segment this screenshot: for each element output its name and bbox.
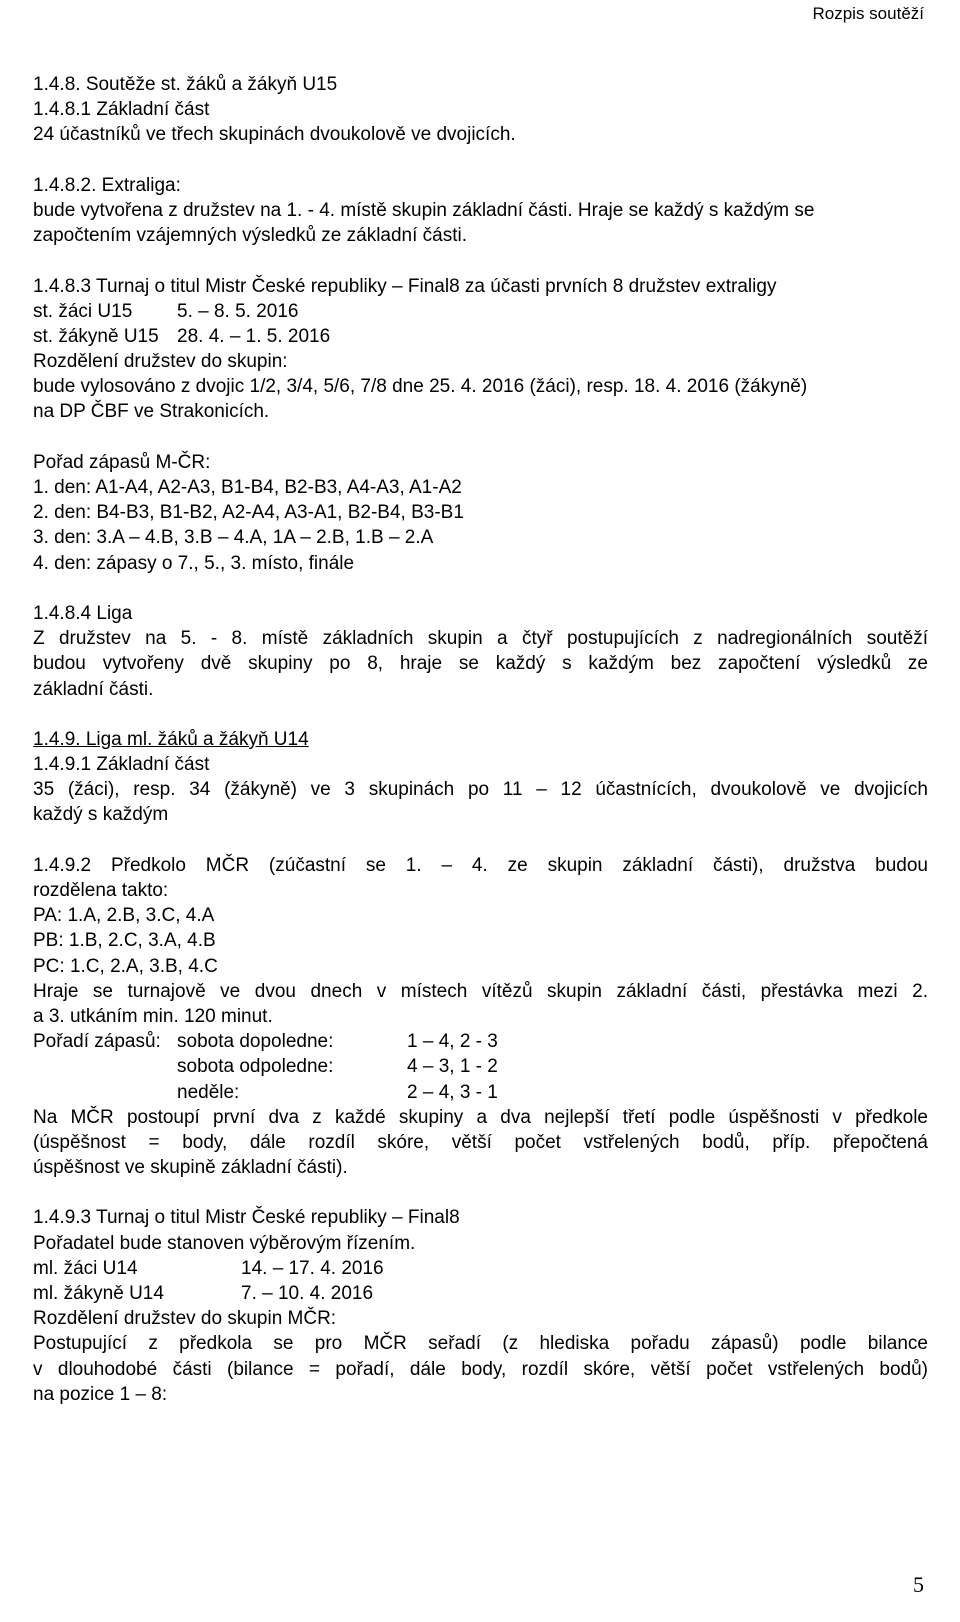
paragraph-line: Postupující z předkola se pro MČR seřadí (z hlediska pořadu zápasů) podle bilance — [33, 1333, 928, 1355]
schedule-row — [33, 1054, 928, 1079]
list-item: 4. den: zápasy o 7., 5., 3. místo, finále — [33, 552, 355, 574]
schedule-label: Pořadí zápasů: — [33, 1031, 161, 1053]
paragraph-line: bude vylosováno z dvojic 1/2, 3/4, 5/6, 7/8 dne 25. 4. 2016 (žáci), resp. 18. 4. 2016 (žákyně) — [33, 376, 808, 398]
date-value: 28. 4. – 1. 5. 2016 — [177, 325, 331, 347]
document-body — [33, 72, 928, 1407]
paragraph-line: budou vytvořeny dvě skupiny po 8, hraje se každý s každým bez započtení výsledků ze — [33, 653, 928, 675]
paragraph-heading: Rozdělení družstev do skupin: — [33, 351, 288, 373]
paragraph-line: úspěšnost ve skupině základní části). — [33, 1157, 348, 1179]
list-item: PB: 1.B, 2.C, 3.A, 4.B — [33, 930, 216, 952]
date-label: st. žáci U15 — [33, 300, 133, 322]
paragraph-line: Pořadatel bude stanoven výběrovým řízením. — [33, 1232, 416, 1254]
list-item: 3. den: 3.A – 4.B, 3.B – 4.A, 1A – 2.B, 1.B – 2.A — [33, 527, 434, 549]
paragraph-line: na pozice 1 – 8: — [33, 1383, 168, 1405]
paragraph-line: 35 (žáci), resp. 34 (žákyně) ve 3 skupinách po 11 – 12 účastnících, dvoukolově ve dvojicích — [33, 779, 928, 801]
list-item: PA: 1.A, 2.B, 3.C, 4.A — [33, 905, 215, 927]
subsection-heading: 1.4.9.1 Základní část — [33, 754, 210, 776]
section-heading: 1.4.8. Soutěže st. žáků a žákyň U15 — [33, 74, 338, 95]
paragraph-line: 24 účastníků ve třech skupinách dvoukolově ve dvojicích. — [33, 124, 516, 146]
paragraph-line: v dlouhodobé části (bilance = pořadí, dále body, rozdíl skóre, větší počet vstřelených bodů) — [33, 1358, 928, 1380]
page-number: 5 — [913, 1572, 924, 1597]
date-row — [33, 324, 928, 349]
paragraph-line: každý s každým — [33, 804, 169, 826]
schedule-row — [33, 1080, 928, 1105]
subsection-heading: 1.4.8.2. Extraliga: — [33, 174, 181, 196]
section-heading — [33, 727, 928, 752]
paragraph-line: Na MČR postoupí první dva z každé skupiny a dva nejlepší třetí podle úspěšnosti v předkole — [33, 1106, 928, 1128]
list-item: 1. den: A1-A4, A2-A3, B1-B4, B2-B3, A4-A3, A1-A2 — [33, 477, 462, 498]
schedule-when: sobota odpoledne: — [177, 1056, 334, 1078]
date-value: 14. – 17. 4. 2016 — [241, 1257, 384, 1279]
paragraph-line: Z družstev na 5. - 8. místě základních skupin a čtyř postupujících z nadregionálních soutěží — [33, 628, 928, 650]
paragraph-line: bude vytvořena z družstev na 1. - 4. místě skupin základní části. Hraje se každý s každým se — [33, 199, 815, 221]
schedule-games: 2 – 4, 3 - 1 — [407, 1081, 498, 1103]
schedule-games: 4 – 3, 1 - 2 — [407, 1056, 498, 1078]
paragraph-line: rozdělena takto: — [33, 880, 169, 901]
schedule-games: 1 – 4, 2 - 3 — [407, 1031, 498, 1053]
paragraph-line: započtením vzájemných výsledků ze základní části. — [33, 225, 468, 247]
date-row — [33, 299, 928, 324]
page-header: Rozpis soutěží — [812, 4, 924, 23]
paragraph-heading: Rozdělení družstev do skupin MČR: — [33, 1308, 337, 1330]
subsection-heading: 1.4.9.3 Turnaj o titul Mistr České republiky – Final8 — [33, 1207, 460, 1229]
subsection-heading: 1.4.9.2 Předkolo MČR (zúčastní se 1. – 4. ze skupin základní části), družstva budou — [33, 854, 928, 876]
paragraph-line: a 3. utkáním min. 120 minut. — [33, 1005, 273, 1027]
paragraph-line: (úspěšnost = body, dále rozdíl skóre, větší počet vstřelených bodů, příp. přepočtená — [33, 1131, 928, 1153]
paragraph-line: Hraje se turnajově ve dvou dnech v místech vítězů skupin základní části, přestávka mezi 2. — [33, 980, 928, 1002]
list-item: 2. den: B4-B3, B1-B2, A2-A4, A3-A1, B2-B4, B3-B1 — [33, 502, 464, 524]
date-row — [33, 1256, 928, 1281]
date-value: 5. – 8. 5. 2016 — [177, 300, 299, 322]
schedule-row — [33, 1029, 928, 1054]
paragraph-line: na DP ČBF ve Strakonicích. — [33, 401, 270, 423]
date-label: ml. žákyně U14 — [33, 1283, 164, 1304]
section-heading-text: 1.4.9. Liga ml. žáků a žákyň U14 — [33, 728, 309, 750]
date-value: 7. – 10. 4. 2016 — [241, 1283, 374, 1304]
schedule-when: neděle: — [177, 1081, 240, 1103]
date-label: st. žákyně U15 — [33, 325, 159, 347]
subsection-heading: 1.4.8.1 Základní část — [33, 99, 210, 121]
schedule-when: sobota dopoledne: — [177, 1031, 334, 1053]
subsection-heading: 1.4.8.4 Liga — [33, 602, 133, 624]
list-item: PC: 1.C, 2.A, 3.B, 4.C — [33, 955, 218, 977]
paragraph-heading: Pořad zápasů M-ČR: — [33, 451, 211, 473]
paragraph-line: základní části. — [33, 678, 154, 700]
date-row — [33, 1281, 928, 1306]
subsection-heading: 1.4.8.3 Turnaj o titul Mistr České republiky – Final8 za účasti prvních 8 družstev extraligy — [33, 275, 777, 297]
date-label: ml. žáci U14 — [33, 1257, 138, 1279]
